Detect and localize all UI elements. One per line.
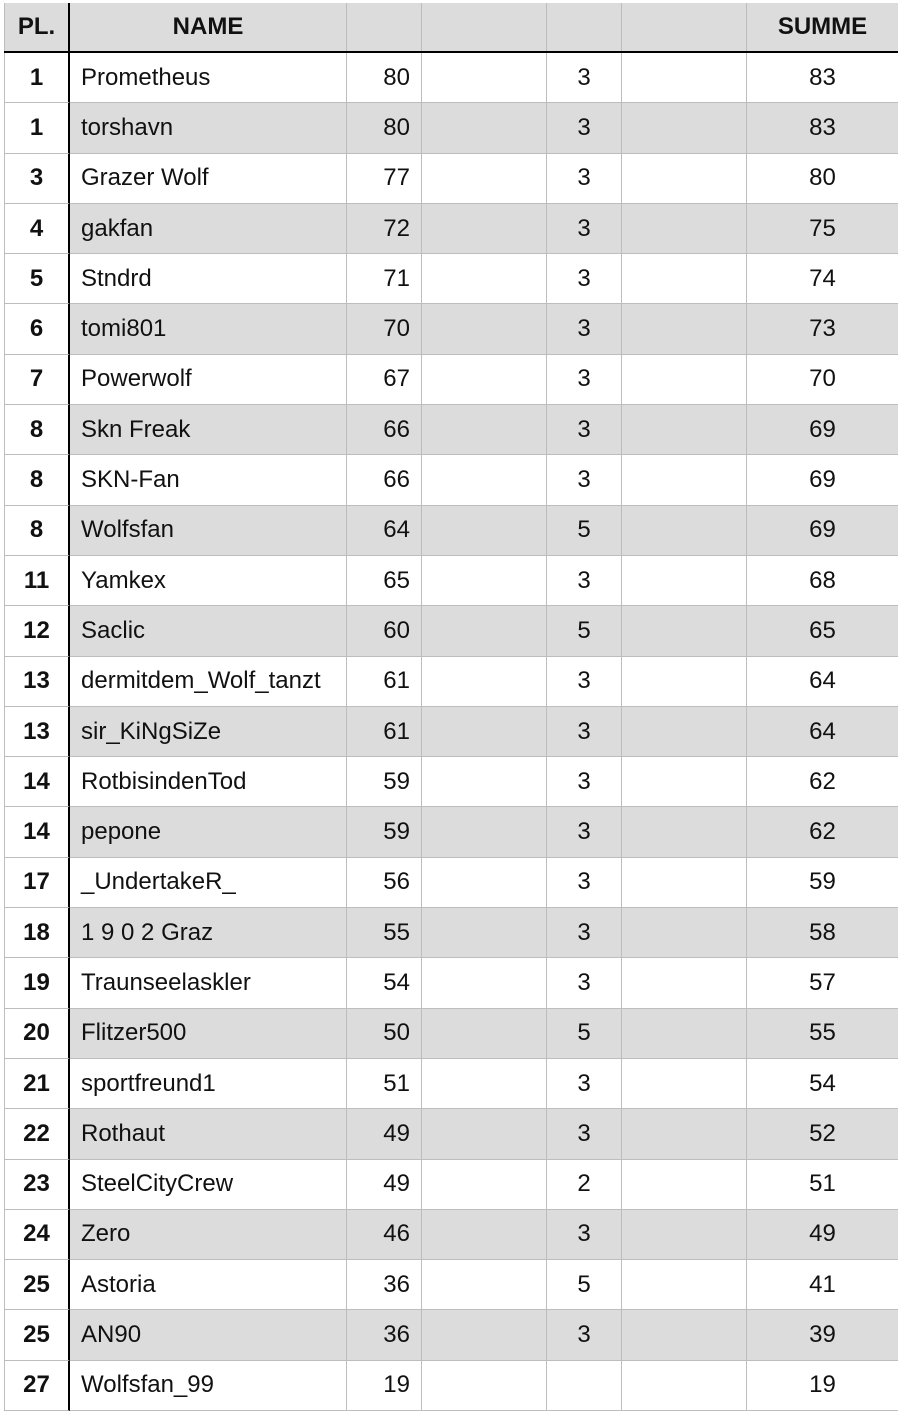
row-points: 49 xyxy=(347,1160,422,1210)
row-sum: 68 xyxy=(747,556,898,606)
table-row xyxy=(4,1160,898,1210)
row-extra-1 xyxy=(422,455,547,505)
row-sum: 62 xyxy=(747,807,898,857)
row-extra-1 xyxy=(422,1109,547,1159)
row-extra-1 xyxy=(422,254,547,304)
row-name: Astoria xyxy=(70,1260,347,1310)
table-row xyxy=(4,556,898,606)
row-sum: 51 xyxy=(747,1160,898,1210)
row-points: 66 xyxy=(347,455,422,505)
row-sum: 52 xyxy=(747,1109,898,1159)
row-extra-2 xyxy=(622,405,747,455)
row-place: 20 xyxy=(4,1009,70,1059)
table-row xyxy=(4,1260,898,1310)
row-extra-1 xyxy=(422,1160,547,1210)
table-row xyxy=(4,958,898,1008)
row-points: 66 xyxy=(347,405,422,455)
row-extra-1 xyxy=(422,757,547,807)
row-name: RotbisindenTod xyxy=(70,757,347,807)
table-row xyxy=(4,355,898,405)
row-points: 49 xyxy=(347,1109,422,1159)
table-row xyxy=(4,506,898,556)
table-row xyxy=(4,908,898,958)
row-sum: 74 xyxy=(747,254,898,304)
row-sum: 41 xyxy=(747,1260,898,1310)
row-extra-1 xyxy=(422,1310,547,1360)
row-points: 80 xyxy=(347,103,422,153)
row-extra-1 xyxy=(422,204,547,254)
row-sum: 58 xyxy=(747,908,898,958)
header-sum: SUMME xyxy=(747,3,898,51)
row-sum: 54 xyxy=(747,1059,898,1109)
header-place: PL. xyxy=(4,3,70,51)
row-place: 6 xyxy=(4,304,70,354)
row-bonus: 3 xyxy=(547,53,622,103)
row-extra-2 xyxy=(622,254,747,304)
row-sum: 49 xyxy=(747,1210,898,1260)
row-name: Flitzer500 xyxy=(70,1009,347,1059)
row-sum: 80 xyxy=(747,154,898,204)
row-sum: 83 xyxy=(747,53,898,103)
row-bonus: 3 xyxy=(547,103,622,153)
row-extra-1 xyxy=(422,506,547,556)
row-bonus xyxy=(547,1361,622,1411)
row-place: 23 xyxy=(4,1160,70,1210)
row-sum: 64 xyxy=(747,707,898,757)
row-bonus: 3 xyxy=(547,757,622,807)
row-sum: 69 xyxy=(747,506,898,556)
row-points: 61 xyxy=(347,707,422,757)
row-points: 19 xyxy=(347,1361,422,1411)
row-bonus: 3 xyxy=(547,1059,622,1109)
row-extra-1 xyxy=(422,355,547,405)
row-points: 61 xyxy=(347,657,422,707)
row-place: 1 xyxy=(4,53,70,103)
row-extra-1 xyxy=(422,53,547,103)
row-bonus: 3 xyxy=(547,204,622,254)
row-points: 59 xyxy=(347,757,422,807)
row-bonus: 2 xyxy=(547,1160,622,1210)
row-name: Yamkex xyxy=(70,556,347,606)
row-extra-1 xyxy=(422,807,547,857)
row-extra-1 xyxy=(422,405,547,455)
row-place: 25 xyxy=(4,1310,70,1360)
row-points: 80 xyxy=(347,53,422,103)
header-extra-1 xyxy=(422,3,547,51)
row-place: 11 xyxy=(4,556,70,606)
row-name: Wolfsfan xyxy=(70,506,347,556)
table-row xyxy=(4,1310,898,1360)
row-bonus: 3 xyxy=(547,405,622,455)
row-points: 36 xyxy=(347,1260,422,1310)
table-header xyxy=(4,3,898,53)
row-extra-2 xyxy=(622,1059,747,1109)
row-extra-1 xyxy=(422,103,547,153)
row-name: Stndrd xyxy=(70,254,347,304)
row-extra-2 xyxy=(622,858,747,908)
row-bonus: 3 xyxy=(547,304,622,354)
row-bonus: 3 xyxy=(547,807,622,857)
row-name: dermitdem_Wolf_tanzt xyxy=(70,657,347,707)
row-points: 59 xyxy=(347,807,422,857)
table-row xyxy=(4,204,898,254)
table-row xyxy=(4,606,898,656)
row-name: Traunseelaskler xyxy=(70,958,347,1008)
row-place: 19 xyxy=(4,958,70,1008)
row-bonus: 3 xyxy=(547,355,622,405)
row-points: 71 xyxy=(347,254,422,304)
row-name: Wolfsfan_99 xyxy=(70,1361,347,1411)
header-points xyxy=(347,3,422,51)
row-bonus: 5 xyxy=(547,506,622,556)
row-sum: 75 xyxy=(747,204,898,254)
row-place: 8 xyxy=(4,405,70,455)
row-extra-1 xyxy=(422,1210,547,1260)
row-extra-2 xyxy=(622,506,747,556)
header-bonus xyxy=(547,3,622,51)
row-extra-2 xyxy=(622,1260,747,1310)
row-extra-2 xyxy=(622,908,747,958)
table-row xyxy=(4,1210,898,1260)
row-sum: 65 xyxy=(747,606,898,656)
row-place: 4 xyxy=(4,204,70,254)
row-points: 54 xyxy=(347,958,422,1008)
row-points: 67 xyxy=(347,355,422,405)
row-extra-1 xyxy=(422,304,547,354)
row-name: pepone xyxy=(70,807,347,857)
row-place: 13 xyxy=(4,657,70,707)
row-bonus: 3 xyxy=(547,958,622,1008)
row-extra-1 xyxy=(422,606,547,656)
row-extra-2 xyxy=(622,1160,747,1210)
row-place: 25 xyxy=(4,1260,70,1310)
table-row xyxy=(4,53,898,103)
row-bonus: 3 xyxy=(547,154,622,204)
table-row xyxy=(4,103,898,153)
row-sum: 19 xyxy=(747,1361,898,1411)
row-name: Prometheus xyxy=(70,53,347,103)
row-place: 12 xyxy=(4,606,70,656)
row-extra-2 xyxy=(622,958,747,1008)
row-points: 70 xyxy=(347,304,422,354)
row-bonus: 3 xyxy=(547,455,622,505)
row-extra-1 xyxy=(422,657,547,707)
row-extra-2 xyxy=(622,556,747,606)
row-sum: 55 xyxy=(747,1009,898,1059)
row-sum: 69 xyxy=(747,405,898,455)
row-points: 51 xyxy=(347,1059,422,1109)
row-name: 1 9 0 2 Graz xyxy=(70,908,347,958)
row-place: 18 xyxy=(4,908,70,958)
row-extra-1 xyxy=(422,154,547,204)
table-row xyxy=(4,807,898,857)
table-body xyxy=(4,53,898,1411)
table-row xyxy=(4,707,898,757)
row-bonus: 3 xyxy=(547,1310,622,1360)
row-extra-1 xyxy=(422,707,547,757)
row-name: Rothaut xyxy=(70,1109,347,1159)
row-points: 64 xyxy=(347,506,422,556)
row-sum: 39 xyxy=(747,1310,898,1360)
row-extra-1 xyxy=(422,1009,547,1059)
row-place: 21 xyxy=(4,1059,70,1109)
table-row xyxy=(4,254,898,304)
row-points: 77 xyxy=(347,154,422,204)
row-place: 14 xyxy=(4,757,70,807)
table-row xyxy=(4,657,898,707)
row-extra-2 xyxy=(622,304,747,354)
row-points: 36 xyxy=(347,1310,422,1360)
row-name: tomi801 xyxy=(70,304,347,354)
row-name: Saclic xyxy=(70,606,347,656)
row-place: 24 xyxy=(4,1210,70,1260)
row-extra-1 xyxy=(422,1059,547,1109)
row-place: 14 xyxy=(4,807,70,857)
row-name: _UndertakeR_ xyxy=(70,858,347,908)
row-bonus: 5 xyxy=(547,1009,622,1059)
row-place: 8 xyxy=(4,455,70,505)
row-bonus: 3 xyxy=(547,908,622,958)
row-points: 56 xyxy=(347,858,422,908)
row-points: 65 xyxy=(347,556,422,606)
row-bonus: 3 xyxy=(547,1109,622,1159)
row-extra-1 xyxy=(422,556,547,606)
row-bonus: 3 xyxy=(547,858,622,908)
row-extra-1 xyxy=(422,908,547,958)
row-extra-2 xyxy=(622,154,747,204)
row-sum: 70 xyxy=(747,355,898,405)
row-name: AN90 xyxy=(70,1310,347,1360)
row-extra-2 xyxy=(622,455,747,505)
row-extra-2 xyxy=(622,103,747,153)
row-name: torshavn xyxy=(70,103,347,153)
row-bonus: 3 xyxy=(547,254,622,304)
row-place: 3 xyxy=(4,154,70,204)
row-extra-2 xyxy=(622,1009,747,1059)
row-extra-2 xyxy=(622,707,747,757)
row-extra-2 xyxy=(622,606,747,656)
row-place: 13 xyxy=(4,707,70,757)
row-bonus: 3 xyxy=(547,707,622,757)
row-bonus: 5 xyxy=(547,606,622,656)
row-place: 17 xyxy=(4,858,70,908)
row-extra-1 xyxy=(422,1260,547,1310)
row-extra-1 xyxy=(422,858,547,908)
row-name: Grazer Wolf xyxy=(70,154,347,204)
row-sum: 69 xyxy=(747,455,898,505)
row-name: Zero xyxy=(70,1210,347,1260)
row-place: 8 xyxy=(4,506,70,556)
row-extra-2 xyxy=(622,1109,747,1159)
row-sum: 62 xyxy=(747,757,898,807)
table-row xyxy=(4,1361,898,1411)
row-bonus: 5 xyxy=(547,1260,622,1310)
table-row xyxy=(4,405,898,455)
row-sum: 64 xyxy=(747,657,898,707)
row-sum: 73 xyxy=(747,304,898,354)
header-extra-2 xyxy=(622,3,747,51)
row-extra-2 xyxy=(622,1361,747,1411)
row-points: 55 xyxy=(347,908,422,958)
row-points: 50 xyxy=(347,1009,422,1059)
row-points: 60 xyxy=(347,606,422,656)
table-row xyxy=(4,304,898,354)
row-name: gakfan xyxy=(70,204,347,254)
table-row xyxy=(4,1109,898,1159)
table-row xyxy=(4,1059,898,1109)
row-place: 1 xyxy=(4,103,70,153)
row-extra-2 xyxy=(622,355,747,405)
row-extra-2 xyxy=(622,757,747,807)
row-extra-2 xyxy=(622,657,747,707)
header-name: NAME xyxy=(70,3,347,51)
row-extra-1 xyxy=(422,1361,547,1411)
row-bonus: 3 xyxy=(547,556,622,606)
row-points: 46 xyxy=(347,1210,422,1260)
row-name: Powerwolf xyxy=(70,355,347,405)
table-row xyxy=(4,455,898,505)
row-sum: 57 xyxy=(747,958,898,1008)
row-sum: 59 xyxy=(747,858,898,908)
ranking-table xyxy=(4,3,898,1411)
row-place: 7 xyxy=(4,355,70,405)
row-name: Skn Freak xyxy=(70,405,347,455)
row-place: 5 xyxy=(4,254,70,304)
table-row xyxy=(4,1009,898,1059)
row-place: 27 xyxy=(4,1361,70,1411)
row-extra-2 xyxy=(622,53,747,103)
row-place: 22 xyxy=(4,1109,70,1159)
row-sum: 83 xyxy=(747,103,898,153)
table-row xyxy=(4,154,898,204)
row-name: SteelCityCrew xyxy=(70,1160,347,1210)
row-name: SKN-Fan xyxy=(70,455,347,505)
row-extra-1 xyxy=(422,958,547,1008)
row-bonus: 3 xyxy=(547,1210,622,1260)
table-row xyxy=(4,858,898,908)
row-points: 72 xyxy=(347,204,422,254)
row-name: sportfreund1 xyxy=(70,1059,347,1109)
row-name: sir_KiNgSiZe xyxy=(70,707,347,757)
row-extra-2 xyxy=(622,1210,747,1260)
row-extra-2 xyxy=(622,1310,747,1360)
row-bonus: 3 xyxy=(547,657,622,707)
row-extra-2 xyxy=(622,204,747,254)
table-row xyxy=(4,757,898,807)
row-extra-2 xyxy=(622,807,747,857)
